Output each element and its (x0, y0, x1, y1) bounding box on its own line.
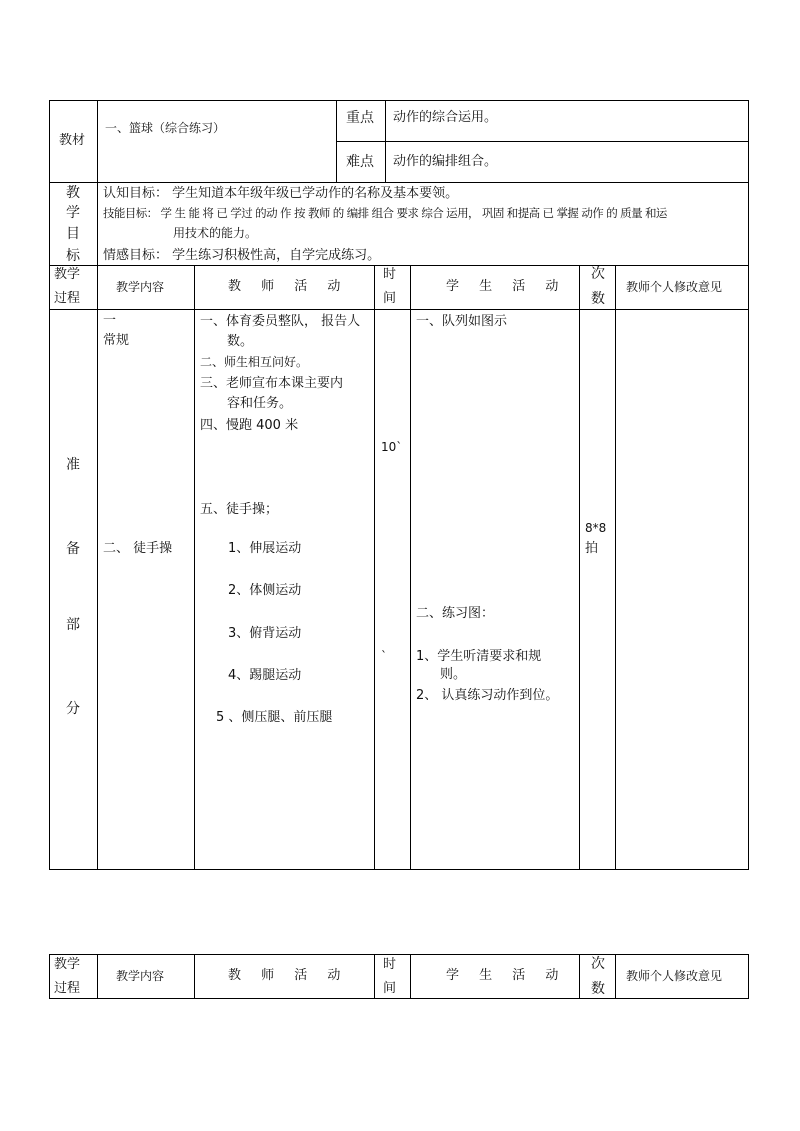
exercise-item: 2、体侧运动 (228, 583, 302, 598)
table-rule (194, 954, 195, 999)
col-student-activity: 学 生 活 动 (446, 279, 559, 294)
table-border-left (49, 954, 50, 999)
section-label-char: 部 (66, 617, 80, 633)
objectives-label-char: 学 (66, 205, 80, 221)
objectives-label-char: 教 (66, 185, 80, 201)
table-rule (615, 265, 616, 870)
col-teacher-activity: 教 师 活 动 (228, 279, 341, 294)
table-rule (49, 182, 749, 183)
content-item: 二、 徒手操 (103, 541, 173, 556)
table-rule (49, 265, 749, 266)
col-count-line1: 次 (591, 956, 605, 972)
difficulty-value: 动作的编排组合。 (393, 154, 498, 169)
count-value: 8*8 (585, 521, 607, 535)
col-time-line1: 时 (383, 957, 397, 972)
section-label-char: 备 (66, 541, 80, 557)
col-process-line1: 教学 (54, 267, 81, 282)
section-label-char: 准 (66, 457, 80, 473)
material-label: 教材 (59, 133, 86, 148)
objectives-label-char: 目 (66, 226, 80, 242)
table-rule (579, 954, 580, 999)
time-mark: ` (381, 649, 387, 663)
difficulty-label: 难点 (346, 154, 374, 170)
student-activity-item: 2、 认真练习动作到位。 (416, 688, 559, 703)
col-time-line1: 时 (383, 267, 397, 282)
col-count-line2: 数 (591, 291, 605, 307)
content-item: 常规 (103, 333, 130, 348)
table-rule (385, 100, 386, 183)
material-value: 一、篮球（综合练习） (105, 121, 226, 135)
table-rule (97, 182, 98, 266)
exercise-item: 5 、侧压腿、前压腿 (216, 710, 333, 725)
emotional-objective: 情感目标： 学生练习积极性高，自学完成练习。 (103, 248, 381, 263)
table-rule (374, 265, 375, 870)
table-rule (97, 954, 98, 999)
table-border-right (748, 954, 749, 999)
teacher-activity-item: 一、体育委员整队， 报告人 (200, 314, 361, 329)
col-content: 教学内容 (116, 280, 165, 294)
student-activity-item: 1、学生听清要求和规 (416, 649, 542, 664)
skill-objective-line1: 技能目标： 学 生 能 将 已 学过 的动 作 按 教师 的 编排 组合 要求 综合 运用， 巩固 和提高 已 掌握 动作 的 质量 和运 (103, 206, 667, 220)
table-rule (579, 265, 580, 870)
table-rule (374, 954, 375, 999)
section-label-char: 分 (66, 701, 80, 717)
table-rule (49, 309, 749, 310)
col-teacher-notes: 教师个人修改意见 (626, 969, 723, 983)
content-item: 一 (103, 313, 117, 328)
table-border-top (49, 100, 749, 101)
col-count-line2: 数 (591, 981, 605, 997)
table-border-bottom (49, 998, 749, 999)
col-process-line2: 过程 (54, 981, 81, 996)
skill-objective-line2: 用技术的能力。 (173, 226, 258, 240)
table-rule (194, 265, 195, 870)
teacher-activity-item: 数。 (227, 334, 254, 349)
col-process-line1: 教学 (54, 957, 81, 972)
key-point-value: 动作的综合运用。 (393, 110, 498, 125)
col-content: 教学内容 (116, 969, 165, 983)
table-border-top (49, 954, 749, 955)
table-border-left (49, 100, 50, 870)
col-process-line2: 过程 (54, 291, 81, 306)
table-rule (410, 265, 411, 870)
teacher-activity-item: 四、慢跑 400 米 (200, 418, 299, 433)
teacher-activity-item: 五、徒手操； (200, 502, 279, 517)
table-rule (97, 265, 98, 870)
col-time-line2: 间 (383, 981, 397, 996)
teacher-activity-item: 容和任务。 (227, 396, 293, 411)
table-border-right (748, 100, 749, 870)
col-teacher-activity: 教 师 活 动 (228, 968, 341, 983)
exercise-item: 1、伸展运动 (228, 541, 302, 556)
student-activity-item: 二、练习图： (416, 606, 495, 621)
teacher-activity-item: 三、老师宣布本课主要内 (200, 376, 344, 391)
student-activity-item: 一、队列如图示 (416, 314, 508, 329)
col-student-activity: 学 生 活 动 (446, 968, 559, 983)
table-rule (97, 100, 98, 183)
col-time-line2: 间 (383, 291, 397, 306)
table-border-bottom (49, 869, 749, 870)
col-teacher-notes: 教师个人修改意见 (626, 280, 723, 294)
table-rule (410, 954, 411, 999)
student-activity-item: 则。 (440, 667, 467, 682)
table-rule (615, 954, 616, 999)
count-unit: 拍 (585, 541, 599, 556)
table-rule (336, 141, 749, 142)
time-value: 10` (381, 440, 403, 454)
key-point-label: 重点 (346, 110, 374, 126)
col-count-line1: 次 (591, 266, 605, 282)
exercise-item: 3、俯背运动 (228, 626, 302, 641)
teacher-activity-item: 二、师生相互问好。 (200, 355, 309, 369)
exercise-item: 4、踢腿运动 (228, 668, 302, 683)
objectives-label-char: 标 (66, 248, 80, 264)
table-rule (336, 100, 337, 183)
cognitive-objective: 认知目标： 学生知道本年级年级已学动作的名称及基本要领。 (103, 186, 459, 201)
